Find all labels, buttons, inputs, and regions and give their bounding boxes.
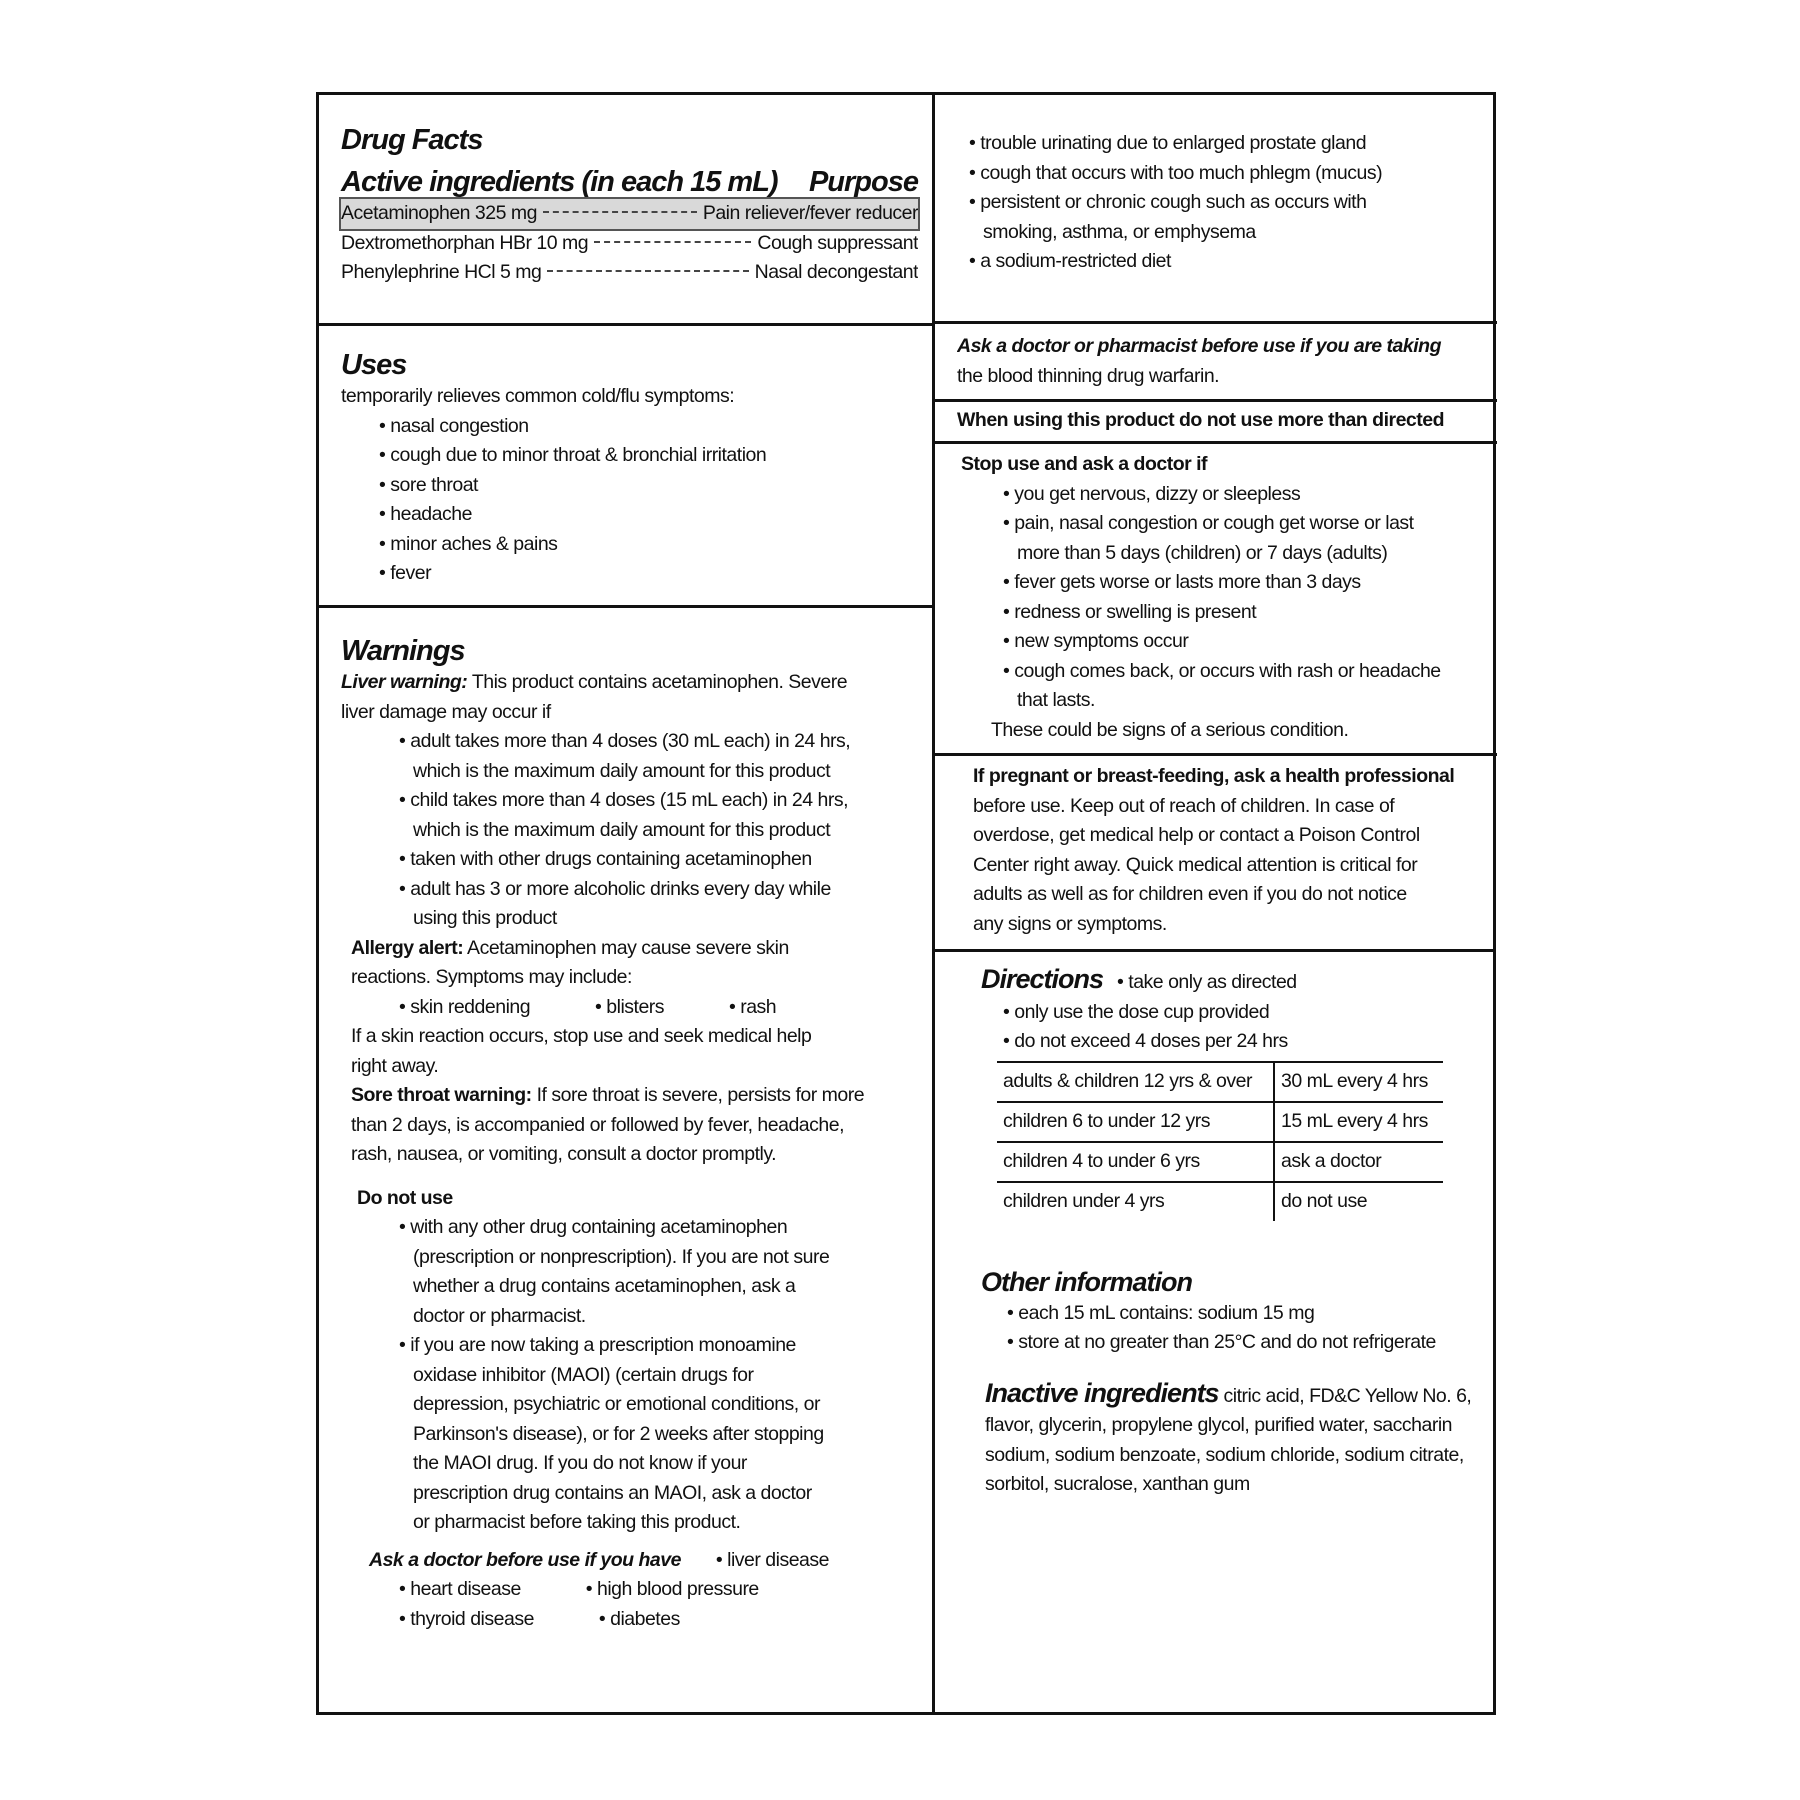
allergy-alert-label: Allergy alert: [351, 936, 464, 959]
ingredient-name: Acetaminophen 325 mg [341, 202, 537, 224]
list-item: • pain, nasal congestion or cough get worse or last [1003, 512, 1414, 534]
pregnancy-section [935, 753, 1497, 949]
list-item-text: thyroid disease [410, 1607, 534, 1630]
list-item-text: trouble urinating due to enlarged prostate gland [980, 132, 1367, 154]
list-item-text: diabetes [610, 1607, 680, 1630]
sore-throat-label: Sore throat warning: [351, 1084, 532, 1106]
right-column [935, 95, 1493, 1712]
pregnancy-line: adults as well as for children even if you do not notice [973, 883, 1407, 905]
leader-dots [594, 240, 751, 243]
list-item: • fever gets worse or lasts more than 3 days [1003, 571, 1361, 593]
purpose-header: Purpose [808, 166, 918, 198]
list-item-text: with any other drug containing acetaminophen [410, 1216, 788, 1238]
ingredient-row [341, 229, 918, 259]
ask-pharmacist-line-2: the blood thinning drug warfarin. [957, 364, 1220, 387]
when-using-text: When using this product do not use more than directed [957, 409, 1445, 431]
list-item-cont: prescription drug contains an MAOI, ask a doctor [413, 1481, 812, 1504]
list-item: • cough due to minor throat & bronchial irritation [379, 444, 767, 466]
pregnancy-line: before use. Keep out of reach of children. In case of [973, 794, 1395, 817]
list-item: • thyroid disease [399, 1607, 534, 1630]
list-item: • heart disease [399, 1578, 521, 1600]
spacer [341, 1170, 918, 1184]
ask-pharmacist-line-1: Ask a doctor or pharmacist before use if you are taking [957, 335, 1441, 357]
list-item-text: minor aches & pains [390, 532, 558, 555]
pregnancy-line: If pregnant or breast-feeding, ask a health professional [973, 765, 1455, 787]
directions-header: Directions [981, 964, 1104, 994]
liver-warning-text-2: liver damage may occur if [341, 700, 551, 723]
ingredient-purpose: Pain reliever/fever reducer [702, 202, 918, 224]
list-item: • high blood pressure [585, 1578, 759, 1600]
list-item-cont: the MAOI drug. If you do not know if your [413, 1452, 747, 1474]
list-item: • new symptoms occur [1003, 630, 1189, 652]
dose-cell: do not use [1281, 1190, 1368, 1212]
age-cell: adults & children 12 yrs & over [997, 1062, 1274, 1102]
ask-doctor-header: Ask a doctor before use if you have [369, 1548, 681, 1571]
table-row [997, 1102, 1443, 1142]
uses-intro: temporarily relieves common cold/flu symptoms: [341, 385, 735, 407]
inactive-line [981, 1376, 1479, 1412]
list-item: • redness or swelling is present [1003, 600, 1257, 623]
list-item-text: you get nervous, dizzy or sleepless [1014, 482, 1301, 505]
inactive-header: Inactive ingredients [985, 1377, 1219, 1408]
list-item-cont: which is the maximum daily amount for this product [413, 818, 831, 841]
uses-section [319, 323, 932, 605]
drug-facts-label [316, 92, 1496, 1715]
table-row [997, 1062, 1443, 1102]
inactive-text-3: sodium, sodium benzoate, sodium chloride, sodium citrate, [985, 1443, 1464, 1466]
allergy-alert-text: Acetaminophen may cause severe skin [463, 936, 789, 959]
list-item: • only use the dose cup provided [1003, 1000, 1270, 1023]
other-info-header: Other information [981, 1266, 1192, 1297]
list-item-text: cough that occurs with too much phlegm (mucus) [980, 161, 1383, 184]
stop-use-section [935, 441, 1497, 753]
inactive-text: citric acid, FD&C Yellow No. 6, [1218, 1384, 1472, 1407]
left-column [319, 95, 932, 1712]
ask-doctor-line [341, 1546, 918, 1576]
age-cell: children 6 to under 12 yrs [997, 1102, 1274, 1142]
spacer [341, 1538, 918, 1546]
list-item: • trouble urinating due to enlarged prostate gland [969, 132, 1367, 154]
leader-dots [543, 210, 697, 213]
list-item: • a sodium-restricted diet [969, 250, 1171, 272]
list-item-cont: smoking, asthma, or emphysema [983, 220, 1256, 243]
active-ingredients-section [319, 95, 932, 323]
dosage-table [997, 1061, 1443, 1221]
list-item-text: adult has 3 or more alcoholic drinks every day while [410, 877, 831, 900]
list-item-text: a sodium-restricted diet [980, 250, 1171, 272]
list-item-text: heart disease [410, 1578, 521, 1600]
active-header-row [341, 165, 918, 199]
list-item: • do not exceed 4 doses per 24 hrs [1003, 1030, 1288, 1052]
list-item-cont: oxidase inhibitor (MAOI) (certain drugs for [413, 1363, 754, 1386]
list-item-text: pain, nasal congestion or cough get worse or last [1014, 512, 1414, 534]
active-ingredients-header: Active ingredients (in each 15 mL) [341, 166, 778, 198]
list-item: • liver disease [715, 1548, 829, 1571]
ask-pharmacist-section [935, 321, 1497, 399]
list-item-text: new symptoms occur [1014, 630, 1189, 652]
ingredient-name: Phenylephrine HCl 5 mg [341, 261, 542, 283]
list-item-cont: depression, psychiatric or emotional conditions, or [413, 1393, 820, 1415]
allergy-alert-text-4: right away. [351, 1054, 439, 1077]
pregnancy-line: Center right away. Quick medical attention is critical for [973, 853, 1418, 876]
list-item-cont: whether a drug contains acetaminophen, ask a [413, 1275, 796, 1297]
ask-doctor-items [341, 1605, 918, 1635]
sore-throat-text-2: than 2 days, is accompanied or followed by fever, headache, [351, 1113, 844, 1136]
list-item: • adult takes more than 4 doses (30 mL each) in 24 hrs, [399, 730, 851, 752]
list-item-cont: (prescription or nonprescription). If you are not sure [413, 1245, 830, 1268]
ingredient-name: Dextromethorphan HBr 10 mg [341, 231, 589, 254]
list-item: • each 15 mL contains: sodium 15 mg [1007, 1301, 1315, 1324]
list-item-text: child takes more than 4 doses (15 mL each) in 24 hrs, [410, 789, 849, 811]
list-item-text: store at no greater than 25°C and do not refrigerate [1018, 1331, 1436, 1353]
list-item: • cough comes back, or occurs with rash or headache [1003, 659, 1441, 682]
list-item: • fever [379, 562, 432, 584]
list-item: • with any other drug containing acetaminophen [399, 1216, 788, 1238]
liver-warning-line [341, 668, 918, 698]
directions-line: Directions • take only as directed [981, 964, 1297, 994]
list-item: • adult has 3 or more alcoholic drinks every day while [399, 877, 831, 900]
list-item-text: liver disease [727, 1548, 829, 1571]
stop-use-footer: These could be signs of a serious condition. [991, 718, 1349, 741]
dose-cell: 30 mL every 4 hrs [1274, 1062, 1443, 1102]
warnings-header: Warnings [341, 635, 465, 667]
list-item-text: blisters [606, 995, 665, 1018]
ingredient-purpose: Nasal decongestant [754, 261, 918, 283]
table-row [997, 1142, 1443, 1182]
list-item: • child takes more than 4 doses (15 mL each) in 24 hrs, [399, 789, 849, 811]
list-item-cont: which is the maximum daily amount for this product [413, 759, 831, 782]
inactive-text-2: flavor, glycerin, propylene glycol, purified water, saccharin [985, 1414, 1452, 1436]
ask-doctor-continued-section [935, 95, 1493, 321]
list-item: • sore throat [379, 473, 478, 496]
warnings-section [319, 605, 932, 1712]
list-item-text: nasal congestion [390, 414, 529, 437]
list-item-text: cough comes back, or occurs with rash or headache [1014, 659, 1441, 682]
list-item: • skin reddening [399, 995, 531, 1018]
ask-doctor-items [341, 1575, 918, 1605]
list-item: • nasal congestion [379, 414, 529, 437]
list-item: • store at no greater than 25°C and do not refrigerate [1007, 1331, 1436, 1353]
allergy-alert-line [341, 934, 918, 964]
list-item-text: high blood pressure [597, 1578, 759, 1600]
list-item-text: adult takes more than 4 doses (30 mL each) in 24 hrs, [410, 730, 851, 752]
uses-header: Uses [341, 349, 407, 381]
dose-cell: 15 mL every 4 hrs [1274, 1102, 1443, 1142]
allergy-items [341, 993, 918, 1023]
allergy-alert-text-2: reactions. Symptoms may include: [351, 966, 632, 988]
dose-cell: ask a doctor [1274, 1142, 1443, 1182]
liver-warning-label: Liver warning: [341, 671, 468, 693]
list-item-text: only use the dose cup provided [1014, 1000, 1270, 1023]
list-item-text: each 15 mL contains: sodium 15 mg [1018, 1301, 1315, 1324]
list-item-cont: that lasts. [1017, 689, 1095, 711]
leader-dots [547, 269, 748, 272]
list-item-cont: or pharmacist before taking this product. [413, 1511, 741, 1533]
when-using-section [935, 399, 1497, 441]
list-item: • you get nervous, dizzy or sleepless [1003, 482, 1301, 505]
sore-throat-text: If sore throat is severe, persists for more [531, 1084, 865, 1106]
list-item: • rash [728, 995, 777, 1018]
list-item-text: if you are now taking a prescription monoamine [410, 1334, 796, 1356]
list-item-text: skin reddening [410, 995, 531, 1018]
sore-throat-text-3: rash, nausea, or vomiting, consult a doctor promptly. [351, 1143, 777, 1165]
inactive-text-4: sorbitol, sucralose, xanthan gum [985, 1473, 1250, 1495]
directions-section [935, 949, 1493, 1712]
list-item-text: fever [390, 562, 432, 584]
list-item-text: fever gets worse or lasts more than 3 days [1014, 571, 1361, 593]
list-item: • headache [379, 503, 472, 525]
list-item-cont: more than 5 days (children) or 7 days (adults) [1017, 541, 1388, 564]
list-item-text: headache [390, 503, 472, 525]
ingredient-purpose: Cough suppressant [757, 231, 918, 254]
list-item: • taken with other drugs containing acetaminophen [399, 848, 812, 870]
list-item-text: redness or swelling is present [1014, 600, 1257, 623]
list-item: • minor aches & pains [379, 532, 558, 555]
age-cell: children 4 to under 6 yrs [997, 1142, 1274, 1182]
list-item: • persistent or chronic cough such as occurs with [969, 191, 1367, 213]
list-item-text: do not exceed 4 doses per 24 hrs [1014, 1030, 1288, 1052]
table-row [997, 1182, 1443, 1221]
list-item-text: taken with other drugs containing acetaminophen [410, 848, 812, 870]
list-item: • if you are now taking a prescription monoamine [399, 1334, 796, 1356]
list-item-cont: doctor or pharmacist. [413, 1304, 586, 1327]
list-item-cont: Parkinson's disease), or for 2 weeks after stopping [413, 1422, 824, 1445]
drug-facts-title: Drug Facts [341, 124, 483, 156]
ingredient-row [341, 258, 918, 288]
list-item: • blisters [595, 995, 665, 1018]
pregnancy-line: overdose, get medical help or contact a Poison Control [973, 824, 1420, 846]
list-item: • cough that occurs with too much phlegm (mucus) [969, 161, 1383, 184]
spacer [981, 1221, 1479, 1265]
list-item: • diabetes [598, 1607, 680, 1630]
stop-use-header: Stop use and ask a doctor if [961, 453, 1208, 475]
list-item-text: take only as directed [1128, 971, 1297, 993]
allergy-alert-text-3: If a skin reaction occurs, stop use and seek medical help [351, 1025, 812, 1047]
list-item-text: persistent or chronic cough such as occurs with [980, 191, 1367, 213]
list-item-text: rash [740, 995, 777, 1018]
ingredient-row [341, 199, 918, 229]
age-cell: children under 4 yrs [997, 1182, 1274, 1221]
liver-warning-text: This product contains acetaminophen. Severe [467, 671, 848, 693]
list-item-cont: using this product [413, 907, 557, 929]
pregnancy-line: any signs or symptoms. [973, 912, 1167, 935]
list-item-text: sore throat [390, 473, 478, 496]
sore-throat-line [341, 1081, 918, 1111]
spacer [981, 1358, 1479, 1376]
do-not-use-header: Do not use [357, 1186, 453, 1209]
list-item-text: cough due to minor throat & bronchial irritation [390, 444, 767, 466]
